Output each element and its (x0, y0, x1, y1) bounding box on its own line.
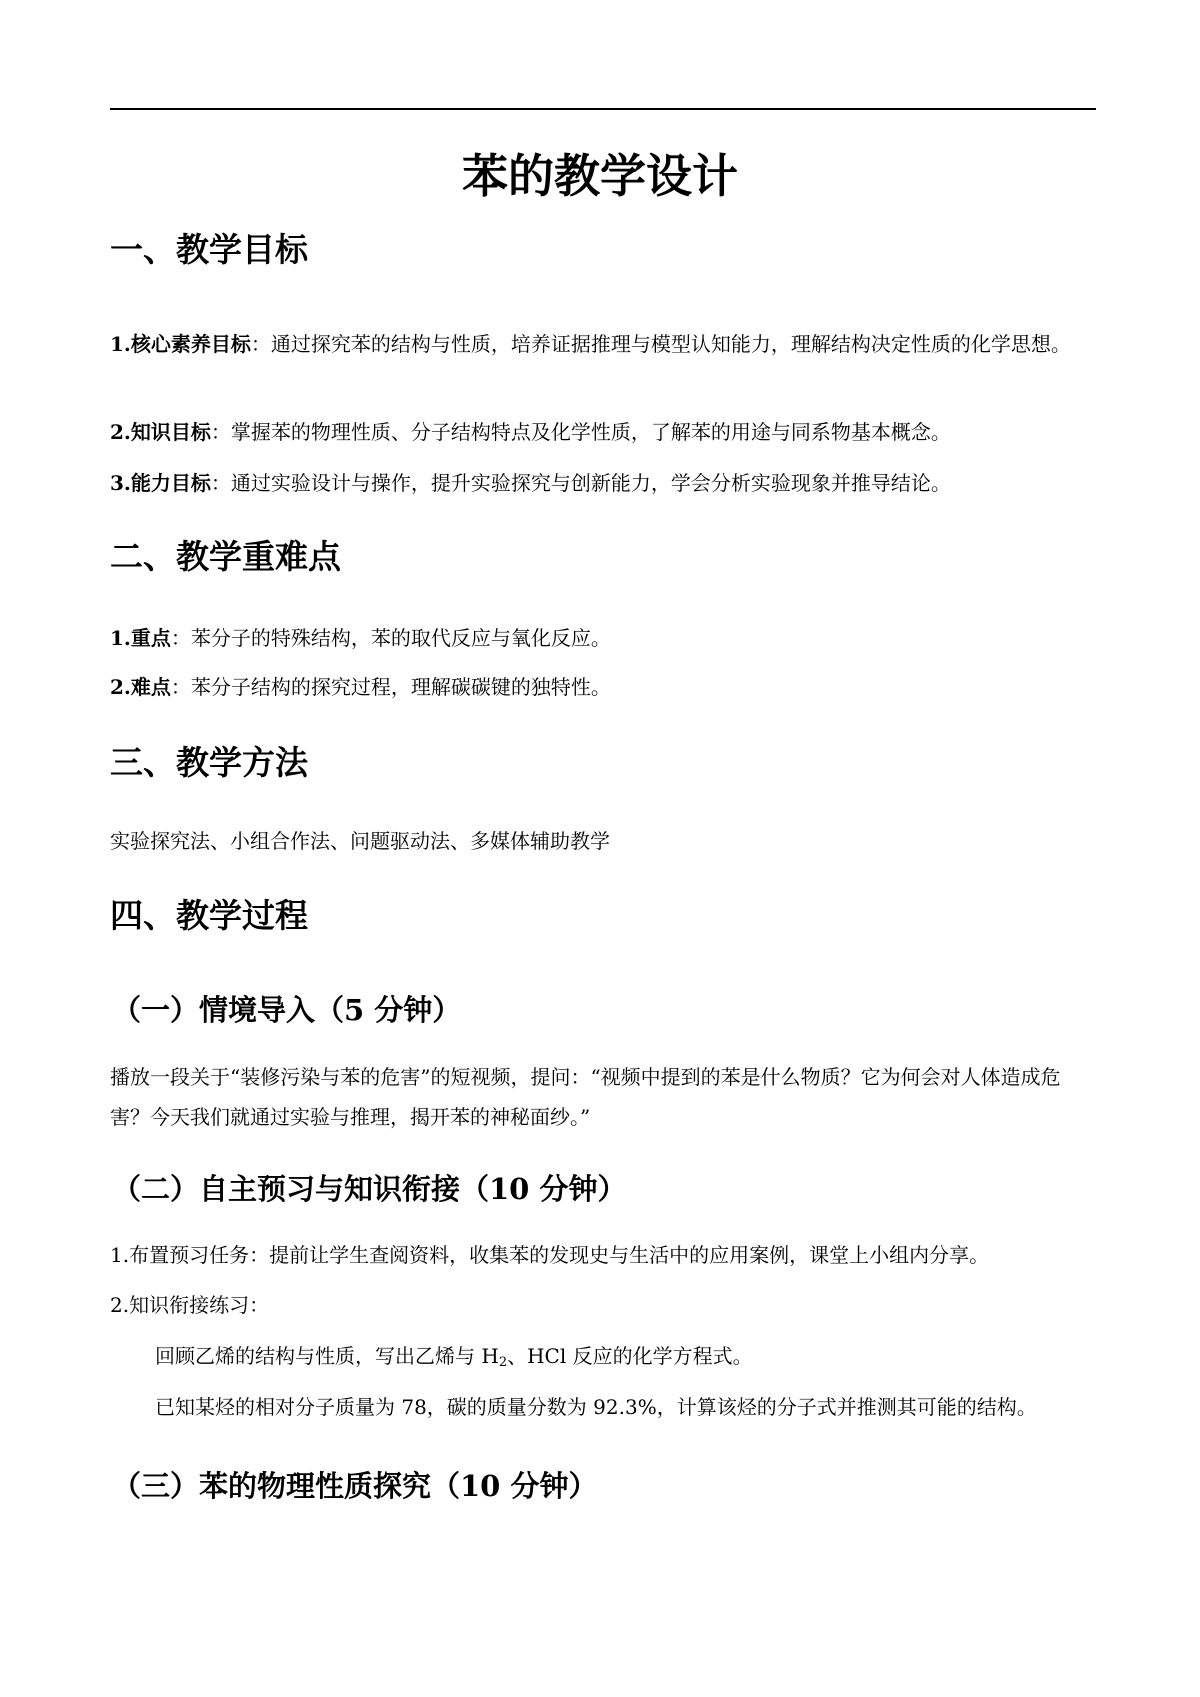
practice-item (155, 1336, 1100, 1376)
intro-text: 播放一段关于“装修污染与苯的危害”的短视频，提问：“视频中提到的苯是什么物质？它为何会对人体造成危害？今天我们就通过实验与推理，揭开苯的神秘面纱。” (110, 1065, 1061, 1129)
key-point-text: ：苯分子结构的探究过程，理解碳碳键的独特性。 (170, 675, 611, 699)
practice-label-text: 2.知识衔接练习： (110, 1293, 270, 1317)
key-point-item (110, 667, 1100, 707)
objective-text: ：通过探究苯的结构与性质，培养证据推理与模型认知能力，理解结构决定性质的化学思想。 (250, 332, 1071, 356)
objective-item (110, 463, 1100, 503)
subsection-heading-preview: （二）自主预习与知识衔接（10 分钟） (112, 1172, 627, 1206)
objective-item (110, 324, 1100, 364)
practice-text-end: 、HCl 反应的化学方程式。 (507, 1344, 753, 1368)
practice-item: 已知某烃的相对分子质量为 78，碳的质量分数为 92.3%，计算该烃的分子式并推测其可能的结构。 (155, 1395, 1037, 1419)
key-point-text: ：苯分子的特殊结构，苯的取代反应与氧化反应。 (170, 626, 611, 650)
objective-text: ：通过实验设计与操作，提升实验探究与创新能力，学会分析实验现象并推导结论。 (210, 471, 951, 495)
key-point-label: 2.难点 (110, 675, 171, 699)
key-point-label: 1.重点 (110, 626, 171, 650)
objective-item (110, 412, 1100, 452)
objective-label: 1.核心素养目标 (110, 332, 251, 356)
section-heading-objectives: 一、教学目标 (110, 230, 308, 269)
subscript-number: 2 (498, 1355, 508, 1370)
practice-text-start: 回顾乙烯的结构与性质，写出乙烯与 H (155, 1344, 499, 1368)
key-point-item (110, 618, 1100, 658)
section-heading-key-points: 二、教学重难点 (110, 537, 341, 576)
preview-task-text: 1.布置预习任务：提前让学生查阅资料，收集苯的发现史与生活中的应用案例，课堂上小组内分享。 (110, 1243, 990, 1267)
section-heading-methods: 三、教学方法 (110, 743, 308, 782)
document-title: 苯的教学设计 (462, 149, 738, 203)
header-rule (110, 108, 1096, 110)
objective-text: ：掌握苯的物理性质、分子结构特点及化学性质，了解苯的用途与同系物基本概念。 (210, 420, 951, 444)
objective-label: 2.知识目标 (110, 420, 211, 444)
objective-label: 3.能力目标 (110, 471, 211, 495)
section-heading-process: 四、教学过程 (110, 896, 308, 935)
subsection-heading-intro: （一）情境导入（5 分钟） (112, 993, 462, 1027)
methods-text: 实验探究法、小组合作法、问题驱动法、多媒体辅助教学 (110, 829, 610, 853)
subsection-heading-physical: （三）苯的物理性质探究（10 分钟） (112, 1469, 598, 1503)
